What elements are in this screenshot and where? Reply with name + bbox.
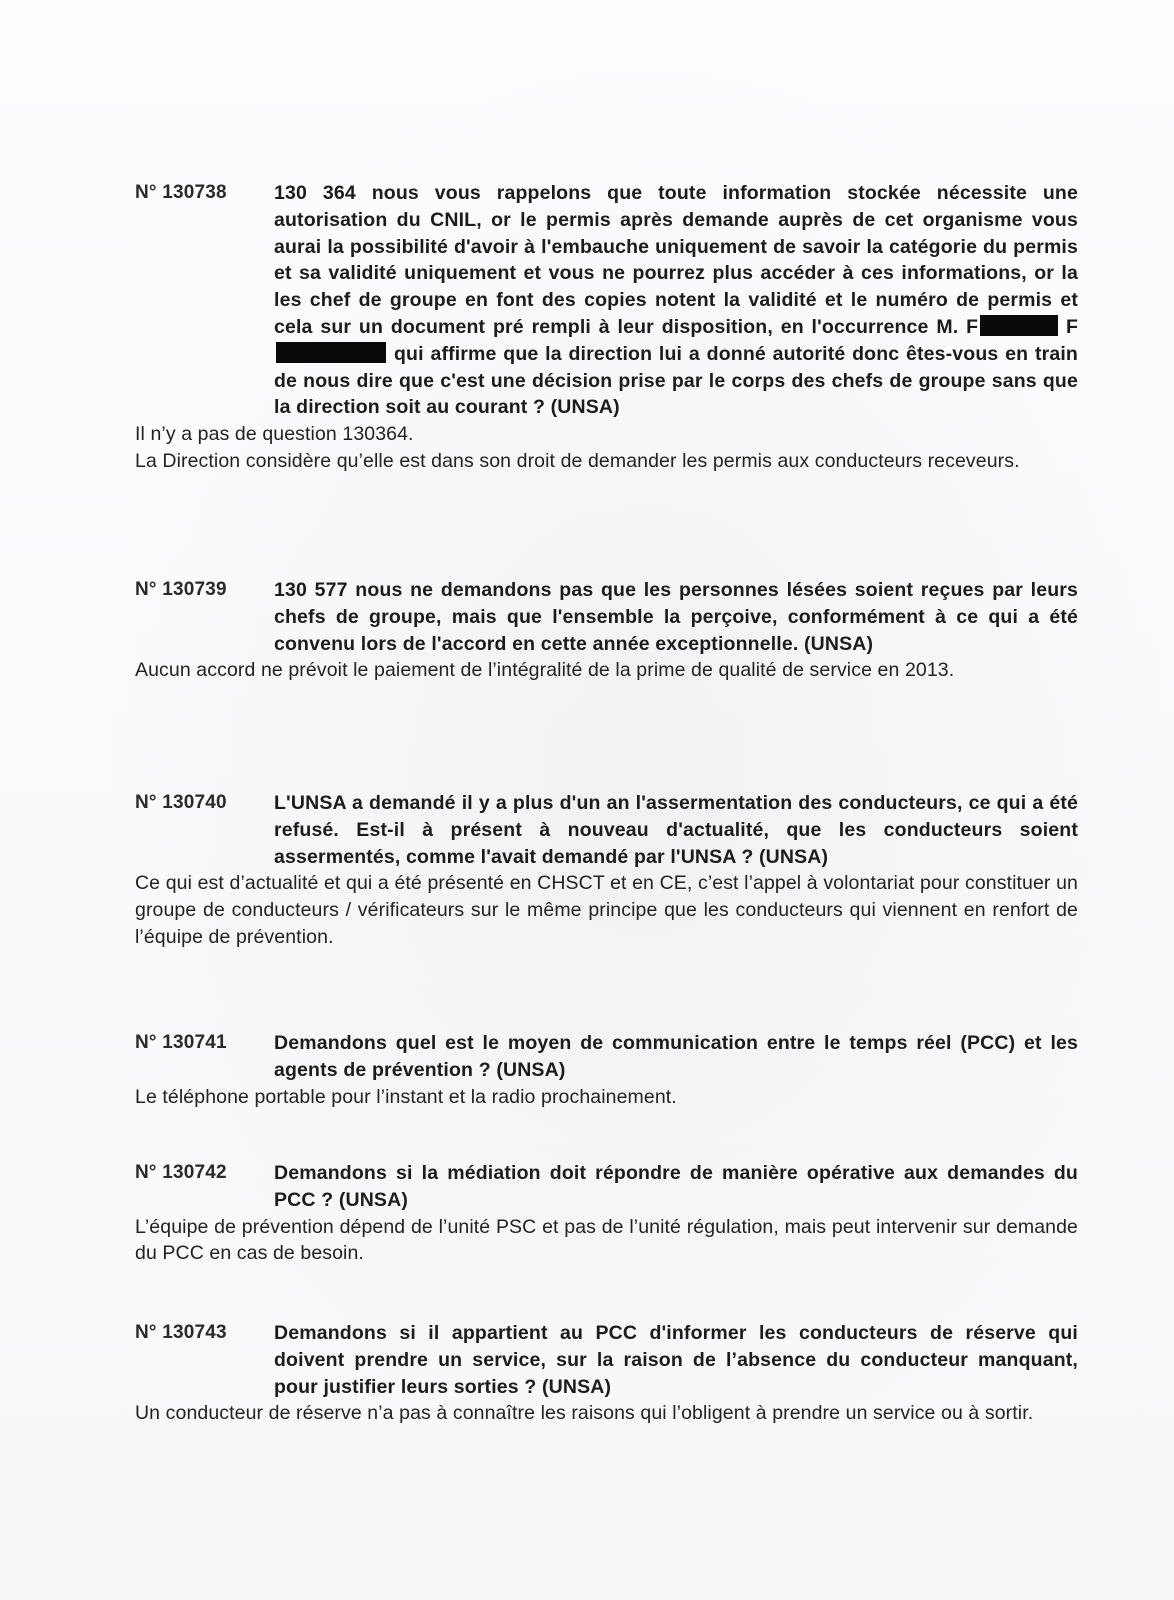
answer-text: L’équipe de prévention dépend de l’unité PSC et pas de l’unité régulation, mais peut intervenir sur demande du PCC en cas de besoin. <box>135 1215 1078 1265</box>
question-number: N° 130743 <box>135 1322 227 1343</box>
redaction-bar <box>276 342 386 363</box>
question-row <box>135 790 1078 870</box>
entry-130740 <box>135 790 1078 950</box>
question-text-part2: F <box>1065 315 1078 338</box>
entry-130741 <box>135 1030 1078 1110</box>
question-row <box>135 1030 1078 1084</box>
question-row <box>135 1160 1078 1214</box>
question-text: L'UNSA a demandé il y a plus d'un an l'assermentation des conducteurs, ce qui a été refusé. Est-il à présent à nouveau d'actualité, que les conducteurs soient assermentés, comme l'avait demandé par l'UNSA ? (UNSA) <box>274 792 1078 868</box>
question-number: N° 130741 <box>135 1032 227 1053</box>
answer-text: Le téléphone portable pour l’instant et la radio prochainement. <box>135 1085 677 1108</box>
redaction-bar <box>980 315 1058 336</box>
entry-130738 <box>135 180 1078 474</box>
answer-text: Ce qui est d’actualité et qui a été présenté en CHSCT et en CE, c’est l’appel à volontariat pour constituer un groupe de conducteurs / vérificateurs sur le même principe que les conducteurs qui viennent en renfort de l’équipe de prévention. <box>135 872 1078 948</box>
question-row <box>135 577 1078 657</box>
question-text <box>274 180 1078 421</box>
question-text-part1: 130 364 nous vous rappelons que toute information stockée nécessite une autorisation du CNIL, or le permis après demande auprès de cet organisme vous aurai la possibilité d'avoir à l'embauche uniquement de savoir la catégorie du permis et sa validité uniquement et vous ne pourrez plus accéder à ces informations, or la les chef de groupe en font des copies notent la validité et le numéro de permis et cela sur un document pré rempli à leur disposition, en l'occurrence M. F <box>274 182 1078 338</box>
answer-text: Un conducteur de réserve n’a pas à connaître les raisons qui l’obligent à prendre un service ou à sortir. <box>135 1402 1034 1425</box>
question-text: Demandons quel est le moyen de communication entre le temps réel (PCC) et les agents de prévention ? (UNSA) <box>274 1032 1078 1081</box>
answer-text: Aucun accord ne prévoit le paiement de l’intégralité de la prime de qualité de service en 2013. <box>135 659 955 682</box>
question-number: N° 130738 <box>135 182 227 203</box>
question-text: Demandons si la médiation doit répondre de manière opérative aux demandes du PCC ? (UNSA) <box>274 1162 1078 1211</box>
answer-text: La Direction considère qu’elle est dans son droit de demander les permis aux conducteurs receveurs. <box>135 449 1020 472</box>
question-number: N° 130742 <box>135 1162 227 1183</box>
entry-130743 <box>135 1320 1078 1427</box>
question-number: N° 130739 <box>135 579 227 600</box>
entry-130739 <box>135 577 1078 684</box>
question-text: Demandons si il appartient au PCC d'informer les conducteurs de réserve qui doivent prendre un service, sur la raison de l’absence du conducteur manquant, pour justifier leurs sorties ? (UNSA) <box>274 1322 1078 1398</box>
question-text: 130 577 nous ne demandons pas que les personnes lésées soient reçues par leurs chefs de groupe, mais que l'ensemble la perçoive, conformément à ce qui a été convenu lors de l'accord en cette année exceptionnelle. (UNSA) <box>274 579 1078 655</box>
question-text-part3: qui affirme que la direction lui a donné autorité donc êtes-vous en train de nous dire que c'est une décision prise par le corps des chefs de groupe sans que la direction soit au courant ? (UNSA) <box>274 342 1078 419</box>
question-row <box>135 1320 1078 1400</box>
answer-text: Il n’y a pas de question 130364. <box>135 423 414 446</box>
question-row <box>135 180 1078 421</box>
entry-130742 <box>135 1160 1078 1267</box>
question-number: N° 130740 <box>135 792 227 813</box>
